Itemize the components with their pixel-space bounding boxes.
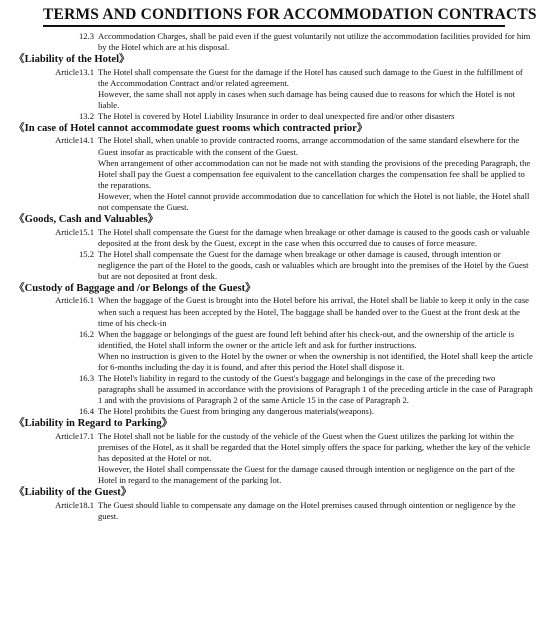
article	[14, 406, 534, 417]
article-body	[98, 227, 534, 249]
article-body	[98, 135, 534, 213]
article-paragraph: Accommodation Charges, shall be paid even if the guest voluntarily not utilize the accommodation facilities provided for him by the Hotel which are at his disposal.	[98, 31, 531, 53]
section-heading: 《Custody of Baggage and /or Belongs of the Guest》	[14, 283, 256, 294]
article	[14, 295, 534, 328]
article-number: 16.3	[78, 373, 94, 384]
article-paragraph: When arrangement of other accommodation can not be made not with standing the provisions of the preceding Paragraph, the Hotel shall pay the Guest a compensation fee equivalent to the cancellation charges the compensation fee shall be applied to the reparations.	[98, 157, 531, 190]
article-paragraph: When the baggage of the Guest is brought into the Hotel before his arrival, the Hotel shall be liable to keep it only in the case when such a request has been accepted by the Hotel, The baggage shall be handed over to the Guest at the front desk at the time of his check-in	[98, 295, 529, 328]
article-number: 16.2	[78, 328, 94, 339]
section-heading: 《Liability of the Hotel》	[14, 54, 130, 66]
section	[14, 31, 534, 53]
article-paragraph: The Hotel's liability in regard to the custody of the Guest's baggage and belongings in the case of the preceding two paragraphs shall be assumed in accordance with the provisions of Paragraph 1 of the preceding article in the case of Paragraph 1 and with the provisions of Paragraph 2 of the same Article 15 in the case of Paragraph 2.	[98, 373, 533, 406]
article-body	[98, 500, 534, 522]
article-number: Article18.1	[55, 499, 94, 510]
article	[14, 329, 534, 373]
article	[14, 373, 534, 406]
article-body	[98, 431, 534, 486]
article-paragraph: When no instruction is given to the Hotel by the owner or when the ownership is not identified, the Hotel shall keep the article for 6-months including the day it is found, and after this period the Hotel shall dispose it.	[98, 350, 533, 372]
article	[14, 500, 534, 522]
article	[14, 67, 534, 111]
article-number: 16.4	[78, 406, 94, 417]
section-heading: 《Liability of the Guest》	[14, 487, 132, 499]
article-paragraph: The Hotel shall, when unable to provide contracted rooms, arrange accommodation of the same standard elsewhere for the Guest insofar as practicable with the consent of the Guest.	[98, 135, 520, 157]
article-body	[98, 295, 534, 328]
article-paragraph: However, when the Hotel cannot provide accommodation due to cancellation for which the Hotel is not liable, the Hotel shall not compensate the Guest.	[98, 190, 530, 213]
article-number: Article13.1	[55, 66, 94, 77]
section	[14, 418, 534, 486]
article-paragraph: The Guest should liable to compensate any damage on the Hotel premises caused through ointention or negligence by the guest.	[98, 499, 516, 521]
section	[14, 214, 534, 282]
section	[14, 123, 534, 213]
article-body	[98, 31, 534, 53]
article-paragraph: The Hotel is covered by Hotel Liability Insurance in order to deal unexpected fire and/or other disasters	[98, 110, 455, 121]
article-number: 15.2	[78, 248, 94, 259]
article-paragraph: The Hotel shall compensate the Guest for the damage when breakage or other damage is caused, through intention or negligence the part of the Hotel to the goods, cash or valuables which are brought into the premises of the Hotel by the Guest but are not deposited at front desk.	[98, 248, 529, 281]
article	[14, 227, 534, 249]
article-body	[98, 67, 534, 111]
section	[14, 487, 534, 522]
document-body	[14, 31, 534, 522]
article-paragraph: The Hotel shall compensate the Guest for the damage when breakage or other damage is caused to the goods cash or valuable deposited at the front desk by the Guest, except in the case when this occurred due to causes of force measure.	[98, 226, 530, 248]
article	[14, 431, 534, 486]
section-heading: 《Liability in Regard to Parking》	[14, 418, 173, 430]
article-number: 12.3	[78, 31, 94, 41]
section	[14, 54, 534, 122]
article-body	[98, 329, 534, 373]
article-number: 13.2	[78, 110, 94, 121]
section-heading: 《Goods, Cash and Valuables》	[14, 214, 159, 226]
article-body	[98, 406, 534, 417]
article-paragraph: The Hotel shall compensate the Guest for the damage if the Hotel has caused such damage to the Guest in the fulfillment of the Accommodation Contract and/or related agreement.	[98, 66, 523, 88]
article-number: Article15.1	[55, 226, 94, 237]
article-paragraph: However, the Hotel shall compenssate the Guest for the damage caused through intention or negligence on the part of the Hotel in regard to the management of the parking lot.	[98, 464, 515, 486]
article	[14, 111, 534, 122]
article-paragraph: The Hotel prohibits the Guest from bringing any dangerous materials(weapons).	[98, 406, 374, 417]
article-paragraph: When the baggage or belongings of the guest are found left behind after his check-out, and the ownership of the article is identified, the Hotel shall inform the owner or the article left and ask for further instructions.	[98, 328, 515, 350]
article-body	[98, 373, 534, 406]
article-number: Article17.1	[55, 430, 94, 441]
article-body	[98, 249, 534, 282]
article-number: Article16.1	[55, 295, 94, 306]
document-title: TERMS AND CONDITIONS FOR ACCOMMODATION CONTRACTS	[43, 6, 505, 27]
article-paragraph: However, the same shall not apply in cases when such damage has being caused due to reasons for which the Hotel is not liable.	[98, 88, 516, 110]
section-heading: 《In case of Hotel cannot accommodate guest rooms which contracted prior》	[14, 123, 368, 135]
article-paragraph: The Hotel shall not be liable for the custody of the vehicle of the Guest when the Guest utilizes the parking lot within the premises of the Hotel, as it shall be regarded that the Hotel simply offers the space for parking, whether the key of the vehicle has deposited at the Hotel or not.	[98, 430, 531, 464]
article	[14, 31, 534, 53]
section	[14, 283, 534, 417]
article	[14, 135, 534, 213]
article	[14, 249, 534, 282]
article-body	[98, 111, 534, 122]
article-number: Article14.1	[55, 135, 94, 146]
